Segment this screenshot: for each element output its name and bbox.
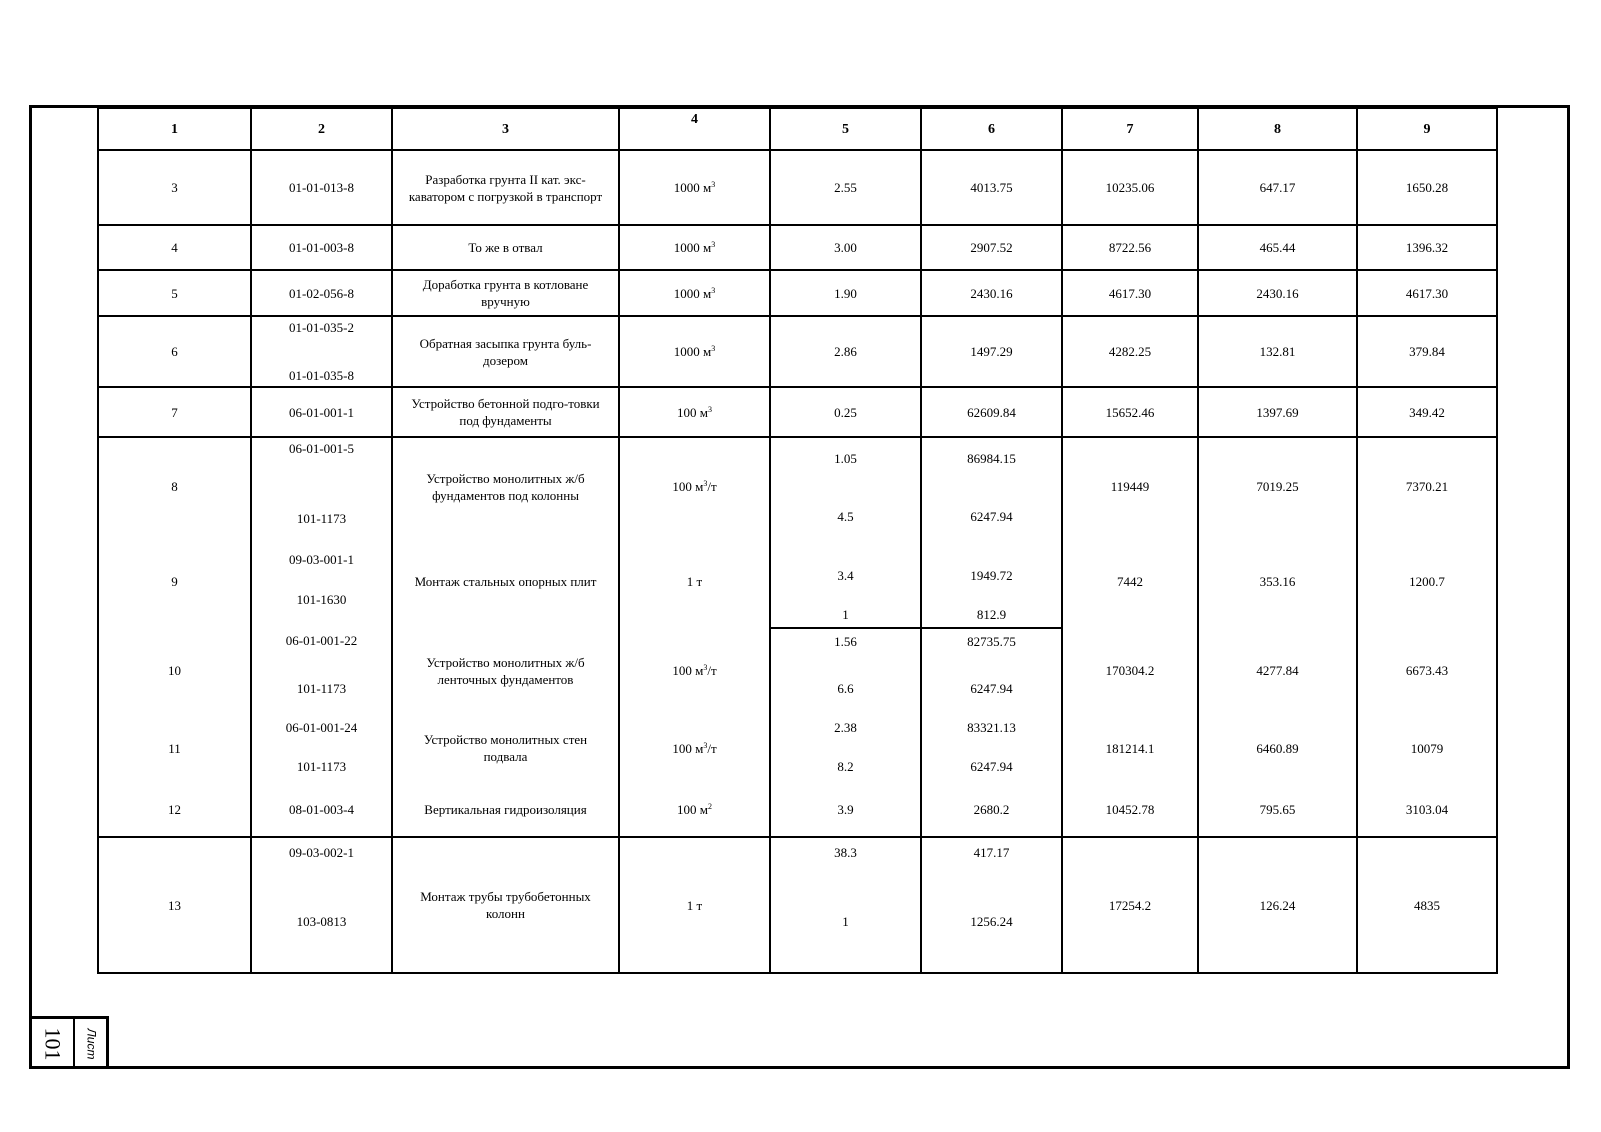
unit-price-cell: 2430.16: [921, 270, 1062, 316]
work-description: [392, 437, 619, 535]
unit-sup: 3: [711, 285, 716, 295]
unit-sup: 3: [711, 344, 716, 353]
estimate-table: [97, 107, 1498, 974]
price-line: 83321.13: [967, 720, 1016, 735]
unit-text: 1000 м: [673, 344, 712, 359]
header-cell: 6: [921, 108, 1062, 150]
unit-text: 100 м: [677, 404, 708, 420]
unit-price-cell: [921, 837, 1062, 973]
rate-code: [251, 837, 392, 973]
unit-text: 1 т: [686, 574, 703, 589]
price-line: 6247.94: [970, 759, 1013, 774]
rate-code: [251, 628, 392, 713]
col9-cell: 379.84: [1357, 316, 1497, 387]
total-cell: 7442: [1062, 535, 1198, 628]
table-row: [98, 225, 1497, 270]
unit-tail: /т: [707, 479, 717, 494]
work-description: [392, 225, 619, 270]
rate-code-stack: [252, 438, 391, 535]
table-row: [98, 535, 1497, 628]
price-line: 82735.75: [967, 634, 1016, 649]
row-number: 6: [98, 316, 251, 387]
row-number: 5: [98, 270, 251, 316]
work-description: [392, 270, 619, 316]
quantity-line: 1: [842, 607, 849, 622]
quantity-stack: [771, 535, 920, 627]
work-description: [392, 837, 619, 973]
total-cell: 4282.25: [1062, 316, 1198, 387]
unit-sup: 3: [707, 404, 712, 414]
unit-text: 1000 м: [673, 180, 712, 195]
wage-cell: 7019.25: [1198, 437, 1357, 535]
unit-price-cell: 4013.75: [921, 150, 1062, 225]
unit-text: 100 м: [677, 802, 708, 817]
quantity-stack: [771, 629, 920, 713]
unit-sup: 3: [703, 740, 708, 750]
rate-code: 01-01-003-8: [251, 225, 392, 270]
total-cell: 17254.2: [1062, 837, 1198, 973]
work-description-text: Монтаж трубы трубобетонных колонн: [420, 889, 591, 921]
sheet-label: Лист: [84, 1028, 98, 1060]
price-line: 1256.24: [970, 914, 1013, 929]
quantity-cell: [770, 837, 921, 973]
unit-sup: 3: [703, 479, 708, 488]
unit-cell: [619, 837, 770, 973]
table-row: [98, 783, 1497, 837]
table-row: [98, 316, 1497, 387]
work-description: [392, 387, 619, 437]
unit-price-cell: [921, 713, 1062, 783]
rate-code: 06-01-001-1: [251, 387, 392, 437]
unit-price-cell: [921, 535, 1062, 628]
header-cell: [619, 108, 770, 150]
price-line: 812.9: [976, 607, 1007, 622]
price-line: 417.17: [973, 845, 1010, 860]
col9-cell: 4617.30: [1357, 270, 1497, 316]
unit-sup: 3: [703, 663, 708, 672]
price-stack: [922, 535, 1061, 627]
work-description-text: Устройство монолитных ж/б ленточных фундаментов: [426, 654, 585, 687]
wage-cell: 795.65: [1198, 783, 1357, 837]
table-row: [98, 150, 1497, 225]
row-number: 12: [98, 783, 251, 837]
header-cell: 8: [1198, 108, 1357, 150]
unit-sup: 3: [711, 240, 716, 249]
col9-cell: 4835: [1357, 837, 1497, 973]
unit-price-cell: [921, 628, 1062, 713]
unit-price-cell: 2907.52: [921, 225, 1062, 270]
work-description-text: Монтаж стальных опорных плит: [414, 574, 597, 589]
work-description-text: Разработка грунта II кат. экс-каватором с погрузкой в транспорт: [408, 171, 603, 204]
unit-price-cell: [921, 437, 1062, 535]
quantity-cell: 2.55: [770, 150, 921, 225]
row-number: 11: [98, 713, 251, 783]
rate-code: [251, 437, 392, 535]
unit-cell: [619, 225, 770, 270]
total-cell: 8722.56: [1062, 225, 1198, 270]
row-number: 7: [98, 387, 251, 437]
unit-tail: /т: [707, 663, 717, 678]
quantity-line: 38.3: [834, 845, 857, 860]
col9-cell: 6673.43: [1357, 628, 1497, 713]
sheet-number: 101: [40, 1027, 65, 1061]
total-cell: 15652.46: [1062, 387, 1198, 437]
table-row: [98, 437, 1497, 535]
rate-code: 08-01-003-4: [251, 783, 392, 837]
work-description: [392, 713, 619, 783]
header-cell: 3: [392, 108, 619, 150]
work-description: [392, 316, 619, 387]
col9-cell: 1650.28: [1357, 150, 1497, 225]
header-cell: 1: [98, 108, 251, 150]
stamp-divider: [73, 1019, 75, 1069]
price-stack: [922, 838, 1061, 972]
unit-tail: /т: [707, 740, 717, 756]
header-cell-text: 4: [691, 111, 698, 127]
total-cell: 10452.78: [1062, 783, 1198, 837]
wage-cell: 126.24: [1198, 837, 1357, 973]
col9-cell: 349.42: [1357, 387, 1497, 437]
header-cell: 5: [770, 108, 921, 150]
work-description: [392, 535, 619, 628]
total-cell: 4617.30: [1062, 270, 1198, 316]
wage-cell: 353.16: [1198, 535, 1357, 628]
header-row: [98, 108, 1497, 150]
quantity-cell: 2.86: [770, 316, 921, 387]
price-line: 1949.72: [970, 568, 1013, 583]
price-stack: [922, 713, 1061, 783]
header-cell: 2: [251, 108, 392, 150]
rate-code-line: 01-01-035-8: [289, 368, 354, 383]
table-row: [98, 837, 1497, 973]
quantity-line: 2.38: [834, 720, 857, 735]
unit-text: 1 т: [686, 897, 703, 913]
unit-text: 100 м: [672, 663, 704, 678]
price-stack: [922, 438, 1061, 535]
col9-cell: 7370.21: [1357, 437, 1497, 535]
unit-cell: [619, 270, 770, 316]
rate-code-line: 103-0813: [296, 914, 347, 929]
col9-cell: 1200.7: [1357, 535, 1497, 628]
rate-code-line: 09-03-002-1: [289, 845, 354, 860]
work-description-text: Устройство монолитных ж/б фундаментов под колонны: [426, 470, 585, 503]
row-number: 9: [98, 535, 251, 628]
table-row: [98, 387, 1497, 437]
rate-code: [251, 535, 392, 628]
rate-code: 01-01-013-8: [251, 150, 392, 225]
price-line: 6247.94: [970, 681, 1013, 696]
quantity-cell: [770, 628, 921, 713]
sheet-stamp: [29, 1016, 109, 1069]
work-description-text: То же в отвал: [468, 240, 543, 255]
table-row: [98, 270, 1497, 316]
quantity-line: 1: [842, 914, 849, 929]
rate-code-line: 101-1630: [296, 592, 347, 607]
unit-cell: [619, 713, 770, 783]
table-row: [98, 713, 1497, 783]
unit-price-cell: 2680.2: [921, 783, 1062, 837]
unit-price-cell: 1497.29: [921, 316, 1062, 387]
work-description-text: Устройство бетонной подго-товки под фундаменты: [411, 396, 600, 428]
sheet-number-box: [31, 1019, 73, 1069]
rate-code-line: 01-01-035-2: [289, 320, 354, 335]
rate-code-stack: [252, 535, 391, 628]
unit-cell: [619, 387, 770, 437]
row-number: 10: [98, 628, 251, 713]
quantity-stack: [771, 838, 920, 972]
unit-text: 1000 м: [673, 240, 712, 255]
rate-code: [251, 316, 392, 387]
unit-text: 100 м: [672, 479, 704, 494]
rate-code-line: 06-01-001-24: [285, 720, 358, 735]
wage-cell: 4277.84: [1198, 628, 1357, 713]
total-cell: 170304.2: [1062, 628, 1198, 713]
rate-code-stack: [252, 628, 391, 713]
rate-code-line: 09-03-001-1: [289, 552, 354, 567]
unit-price-cell: 62609.84: [921, 387, 1062, 437]
unit-text: 1000 м: [673, 285, 712, 301]
quantity-cell: 3.9: [770, 783, 921, 837]
quantity-cell: 0.25: [770, 387, 921, 437]
col9-cell: 10079: [1357, 713, 1497, 783]
unit-sup: 2: [707, 802, 712, 811]
wage-cell: 1397.69: [1198, 387, 1357, 437]
wage-cell: 6460.89: [1198, 713, 1357, 783]
rate-code: 01-02-056-8: [251, 270, 392, 316]
header-cell: 7: [1062, 108, 1198, 150]
quantity-line: 4.5: [837, 509, 854, 524]
total-cell: 181214.1: [1062, 713, 1198, 783]
wage-cell: 132.81: [1198, 316, 1357, 387]
row-number: 4: [98, 225, 251, 270]
unit-cell: [619, 150, 770, 225]
rate-code-line: 101-1173: [296, 681, 347, 696]
quantity-stack: [771, 438, 920, 535]
quantity-line: 3.4: [837, 568, 854, 583]
work-description: [392, 783, 619, 837]
col9-cell: 1396.32: [1357, 225, 1497, 270]
quantity-line: 8.2: [837, 759, 854, 774]
row-number: 8: [98, 437, 251, 535]
unit-text: 100 м: [672, 740, 704, 756]
quantity-stack: [771, 713, 920, 783]
rate-code-stack: [252, 317, 391, 386]
rate-code-line: 101-1173: [296, 511, 347, 526]
unit-sup: 3: [711, 180, 716, 189]
quantity-cell: 3.00: [770, 225, 921, 270]
rate-code-stack: [252, 838, 391, 972]
quantity-line: 1.05: [834, 451, 857, 466]
unit-cell: [619, 535, 770, 628]
table-row: [98, 628, 1497, 713]
work-description-text: Устройство монолитных стен подвала: [423, 732, 588, 764]
rate-code: [251, 713, 392, 783]
price-stack: [922, 629, 1061, 713]
unit-cell: [619, 628, 770, 713]
total-cell: 10235.06: [1062, 150, 1198, 225]
wage-cell: 465.44: [1198, 225, 1357, 270]
rate-code-line: 101-1173: [296, 759, 347, 774]
quantity-cell: [770, 535, 921, 628]
col9-cell: 3103.04: [1357, 783, 1497, 837]
quantity-cell: [770, 437, 921, 535]
quantity-cell: 1.90: [770, 270, 921, 316]
price-line: 6247.94: [970, 509, 1013, 524]
wage-cell: 647.17: [1198, 150, 1357, 225]
work-description: [392, 628, 619, 713]
quantity-cell: [770, 713, 921, 783]
rate-code-line: 06-01-001-22: [285, 633, 358, 648]
quantity-line: 6.6: [837, 681, 854, 696]
sheet-label-box: [76, 1019, 106, 1069]
wage-cell: 2430.16: [1198, 270, 1357, 316]
quantity-line: 1.56: [834, 634, 857, 649]
unit-cell: [619, 316, 770, 387]
total-cell: 119449: [1062, 437, 1198, 535]
rate-code-line: 06-01-001-5: [289, 441, 354, 456]
header-cell: 9: [1357, 108, 1497, 150]
work-description-text: Доработка грунта в котловане вручную: [422, 277, 589, 309]
work-description-text: Обратная засыпка грунта буль-дозером: [419, 335, 592, 368]
work-description: [392, 150, 619, 225]
price-line: 86984.15: [967, 451, 1016, 466]
unit-cell: [619, 783, 770, 837]
unit-cell: [619, 437, 770, 535]
row-number: 13: [98, 837, 251, 973]
rate-code-stack: [252, 713, 391, 783]
work-description-text: Вертикальная гидроизоляция: [424, 802, 587, 817]
row-number: 3: [98, 150, 251, 225]
